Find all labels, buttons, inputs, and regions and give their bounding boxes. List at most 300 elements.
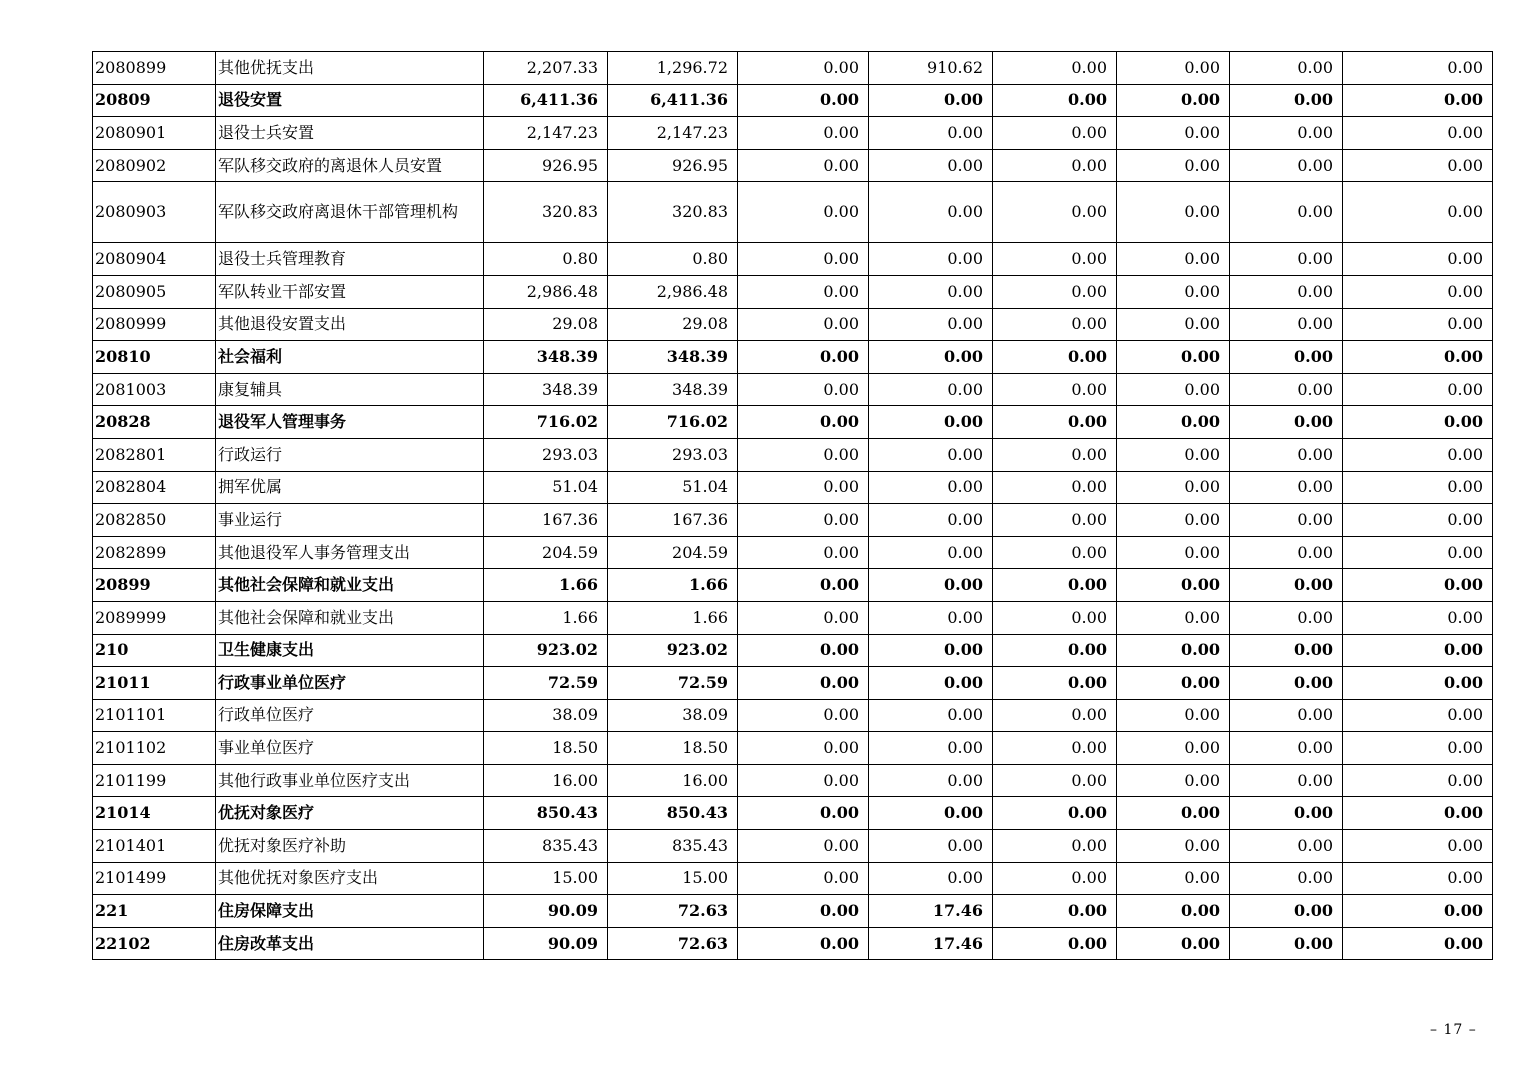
row-value: 0.00 <box>738 84 869 117</box>
row-value: 0.00 <box>993 471 1117 504</box>
row-value: 6,411.36 <box>608 84 738 117</box>
row-value: 0.00 <box>738 797 869 830</box>
row-value: 0.00 <box>993 406 1117 439</box>
row-value: 0.00 <box>1230 149 1343 182</box>
table-row <box>93 667 1493 700</box>
row-value: 348.39 <box>484 373 608 406</box>
row-value: 0.00 <box>1343 797 1493 830</box>
row-name: 行政单位医疗 <box>216 699 484 732</box>
row-value: 0.00 <box>1230 699 1343 732</box>
row-value: 926.95 <box>484 149 608 182</box>
row-value: 850.43 <box>484 797 608 830</box>
row-value: 0.00 <box>1230 52 1343 85</box>
row-value: 0.00 <box>1117 569 1230 602</box>
row-value: 0.00 <box>1343 406 1493 439</box>
row-value: 0.00 <box>738 732 869 765</box>
row-value: 0.00 <box>738 406 869 439</box>
row-value: 0.00 <box>1117 275 1230 308</box>
row-value: 0.00 <box>869 797 993 830</box>
row-value: 0.00 <box>1117 830 1230 863</box>
row-value: 0.00 <box>738 634 869 667</box>
row-value: 2,207.33 <box>484 52 608 85</box>
row-value: 0.00 <box>1230 243 1343 276</box>
row-value: 1.66 <box>484 601 608 634</box>
row-value: 923.02 <box>484 634 608 667</box>
row-value: 0.00 <box>869 764 993 797</box>
row-value: 0.00 <box>1230 406 1343 439</box>
row-value: 204.59 <box>484 536 608 569</box>
row-value: 910.62 <box>869 52 993 85</box>
row-value: 0.00 <box>993 275 1117 308</box>
row-code: 2101499 <box>93 862 216 895</box>
row-value: 0.00 <box>869 667 993 700</box>
row-value: 0.00 <box>1343 117 1493 150</box>
row-code: 2080903 <box>93 182 216 243</box>
row-code: 2101401 <box>93 830 216 863</box>
row-value: 850.43 <box>608 797 738 830</box>
row-value: 0.00 <box>869 699 993 732</box>
row-value: 0.00 <box>1117 52 1230 85</box>
row-code: 2101102 <box>93 732 216 765</box>
table-row <box>93 117 1493 150</box>
row-value: 0.00 <box>993 373 1117 406</box>
row-value: 1.66 <box>608 569 738 602</box>
row-value: 38.09 <box>484 699 608 732</box>
row-value: 320.83 <box>608 182 738 243</box>
row-value: 0.00 <box>1343 308 1493 341</box>
row-value: 293.03 <box>484 438 608 471</box>
row-value: 2,147.23 <box>484 117 608 150</box>
row-value: 15.00 <box>608 862 738 895</box>
row-value: 167.36 <box>608 504 738 537</box>
row-name: 其他退役安置支出 <box>216 308 484 341</box>
row-value: 0.00 <box>993 182 1117 243</box>
row-value: 0.00 <box>1117 373 1230 406</box>
row-code: 2101199 <box>93 764 216 797</box>
row-code: 20810 <box>93 341 216 374</box>
row-value: 0.00 <box>869 149 993 182</box>
row-code: 221 <box>93 895 216 928</box>
row-name: 拥军优属 <box>216 471 484 504</box>
row-value: 72.63 <box>608 895 738 928</box>
row-code: 2082899 <box>93 536 216 569</box>
row-value: 0.00 <box>1343 373 1493 406</box>
table-row <box>93 149 1493 182</box>
row-value: 0.00 <box>993 84 1117 117</box>
row-value: 1.66 <box>484 569 608 602</box>
row-value: 0.00 <box>738 862 869 895</box>
row-code: 22102 <box>93 927 216 960</box>
row-value: 0.00 <box>1117 536 1230 569</box>
row-value: 29.08 <box>484 308 608 341</box>
row-value: 320.83 <box>484 182 608 243</box>
row-value: 72.59 <box>608 667 738 700</box>
row-value: 0.00 <box>993 830 1117 863</box>
row-value: 0.00 <box>1117 84 1230 117</box>
row-code: 2080899 <box>93 52 216 85</box>
row-value: 0.00 <box>1343 634 1493 667</box>
table-row <box>93 308 1493 341</box>
row-name: 优抚对象医疗补助 <box>216 830 484 863</box>
row-value: 716.02 <box>608 406 738 439</box>
row-value: 6,411.36 <box>484 84 608 117</box>
row-value: 0.00 <box>1230 764 1343 797</box>
row-value: 0.00 <box>993 536 1117 569</box>
row-value: 0.00 <box>738 243 869 276</box>
row-name: 事业单位医疗 <box>216 732 484 765</box>
row-code: 210 <box>93 634 216 667</box>
row-name: 事业运行 <box>216 504 484 537</box>
row-value: 18.50 <box>484 732 608 765</box>
row-value: 0.00 <box>1230 275 1343 308</box>
row-name: 退役安置 <box>216 84 484 117</box>
row-value: 167.36 <box>484 504 608 537</box>
row-value: 0.00 <box>1343 927 1493 960</box>
row-value: 18.50 <box>608 732 738 765</box>
row-value: 0.00 <box>738 471 869 504</box>
row-value: 0.00 <box>1117 117 1230 150</box>
row-value: 2,986.48 <box>484 275 608 308</box>
row-value: 0.00 <box>993 569 1117 602</box>
row-value: 0.00 <box>1343 438 1493 471</box>
row-value: 0.00 <box>1230 569 1343 602</box>
row-name: 军队移交政府的离退休人员安置 <box>216 149 484 182</box>
row-value: 0.00 <box>738 927 869 960</box>
row-value: 0.00 <box>1343 52 1493 85</box>
row-name: 住房改革支出 <box>216 927 484 960</box>
row-value: 0.00 <box>1230 634 1343 667</box>
row-name: 住房保障支出 <box>216 895 484 928</box>
row-value: 0.00 <box>1117 862 1230 895</box>
row-value: 0.00 <box>1117 438 1230 471</box>
row-value: 0.00 <box>1230 438 1343 471</box>
row-value: 0.00 <box>1230 471 1343 504</box>
row-value: 0.00 <box>993 504 1117 537</box>
row-value: 0.00 <box>993 927 1117 960</box>
table-row <box>93 830 1493 863</box>
row-code: 20828 <box>93 406 216 439</box>
row-code: 2080999 <box>93 308 216 341</box>
table-row <box>93 699 1493 732</box>
row-value: 0.00 <box>1117 504 1230 537</box>
row-value: 1,296.72 <box>608 52 738 85</box>
row-value: 0.00 <box>1230 667 1343 700</box>
row-value: 0.00 <box>738 895 869 928</box>
row-value: 0.00 <box>1343 667 1493 700</box>
row-value: 0.00 <box>993 634 1117 667</box>
row-value: 0.00 <box>993 308 1117 341</box>
table-row <box>93 862 1493 895</box>
table-row <box>93 504 1493 537</box>
row-value: 2,147.23 <box>608 117 738 150</box>
table-row <box>93 243 1493 276</box>
row-value: 0.00 <box>738 667 869 700</box>
row-value: 0.00 <box>993 52 1117 85</box>
row-value: 0.00 <box>1230 308 1343 341</box>
row-value: 293.03 <box>608 438 738 471</box>
table-row <box>93 406 1493 439</box>
row-value: 0.00 <box>1230 84 1343 117</box>
row-value: 51.04 <box>484 471 608 504</box>
row-value: 0.00 <box>738 830 869 863</box>
row-value: 0.00 <box>1343 569 1493 602</box>
row-value: 0.00 <box>1117 601 1230 634</box>
row-code: 2080902 <box>93 149 216 182</box>
row-name: 军队转业干部安置 <box>216 275 484 308</box>
row-name: 其他退役军人事务管理支出 <box>216 536 484 569</box>
row-value: 0.00 <box>1230 895 1343 928</box>
table-row <box>93 732 1493 765</box>
row-value: 0.80 <box>484 243 608 276</box>
row-value: 90.09 <box>484 895 608 928</box>
table-row <box>93 373 1493 406</box>
row-name: 行政事业单位医疗 <box>216 667 484 700</box>
row-value: 0.00 <box>1117 182 1230 243</box>
row-value: 0.00 <box>1343 275 1493 308</box>
row-code: 2082801 <box>93 438 216 471</box>
table-row <box>93 471 1493 504</box>
row-value: 0.00 <box>1230 341 1343 374</box>
row-value: 0.00 <box>1230 927 1343 960</box>
row-value: 204.59 <box>608 536 738 569</box>
row-value: 0.00 <box>1343 862 1493 895</box>
row-value: 72.59 <box>484 667 608 700</box>
row-value: 0.00 <box>738 341 869 374</box>
table-row <box>93 601 1493 634</box>
row-value: 16.00 <box>608 764 738 797</box>
row-code: 21014 <box>93 797 216 830</box>
row-value: 2,986.48 <box>608 275 738 308</box>
table-row <box>93 341 1493 374</box>
row-name: 其他社会保障和就业支出 <box>216 569 484 602</box>
table-row <box>93 764 1493 797</box>
row-value: 0.00 <box>1230 504 1343 537</box>
row-value: 90.09 <box>484 927 608 960</box>
row-value: 0.00 <box>993 764 1117 797</box>
row-value: 923.02 <box>608 634 738 667</box>
row-value: 0.00 <box>738 536 869 569</box>
row-name: 军队移交政府离退休干部管理机构 <box>216 182 484 243</box>
row-value: 0.00 <box>1117 471 1230 504</box>
row-value: 0.00 <box>738 182 869 243</box>
table-row <box>93 569 1493 602</box>
row-value: 0.00 <box>993 732 1117 765</box>
row-value: 38.09 <box>608 699 738 732</box>
row-value: 0.00 <box>738 569 869 602</box>
row-value: 0.00 <box>869 117 993 150</box>
row-value: 0.00 <box>993 797 1117 830</box>
row-value: 0.00 <box>869 308 993 341</box>
table-row <box>93 275 1493 308</box>
row-value: 51.04 <box>608 471 738 504</box>
row-value: 0.00 <box>869 182 993 243</box>
table-row <box>93 797 1493 830</box>
row-value: 348.39 <box>484 341 608 374</box>
row-value: 0.00 <box>869 634 993 667</box>
row-value: 0.00 <box>1230 797 1343 830</box>
row-value: 1.66 <box>608 601 738 634</box>
row-code: 2101101 <box>93 699 216 732</box>
row-value: 17.46 <box>869 927 993 960</box>
row-code: 2082850 <box>93 504 216 537</box>
row-value: 0.00 <box>1230 536 1343 569</box>
row-name: 康复辅具 <box>216 373 484 406</box>
row-value: 0.00 <box>993 341 1117 374</box>
row-value: 0.00 <box>869 438 993 471</box>
row-value: 0.00 <box>1343 732 1493 765</box>
row-code: 2080901 <box>93 117 216 150</box>
row-value: 0.00 <box>1343 536 1493 569</box>
row-value: 0.00 <box>993 438 1117 471</box>
row-value: 0.00 <box>1117 764 1230 797</box>
row-value: 0.00 <box>738 438 869 471</box>
row-code: 2082804 <box>93 471 216 504</box>
row-value: 0.00 <box>869 569 993 602</box>
table-row <box>93 895 1493 928</box>
row-value: 0.00 <box>993 862 1117 895</box>
row-value: 716.02 <box>484 406 608 439</box>
row-name: 其他行政事业单位医疗支出 <box>216 764 484 797</box>
row-value: 0.00 <box>869 275 993 308</box>
row-value: 0.00 <box>993 149 1117 182</box>
row-value: 0.00 <box>1343 830 1493 863</box>
row-value: 0.00 <box>1230 117 1343 150</box>
row-code: 20809 <box>93 84 216 117</box>
row-value: 0.00 <box>1343 895 1493 928</box>
row-value: 0.00 <box>1230 830 1343 863</box>
row-value: 0.00 <box>1343 699 1493 732</box>
row-value: 0.00 <box>1117 732 1230 765</box>
row-value: 0.00 <box>993 601 1117 634</box>
row-value: 0.00 <box>869 341 993 374</box>
row-value: 0.80 <box>608 243 738 276</box>
row-value: 0.00 <box>1343 764 1493 797</box>
row-name: 退役士兵安置 <box>216 117 484 150</box>
row-value: 0.00 <box>738 52 869 85</box>
row-code: 2080904 <box>93 243 216 276</box>
row-value: 0.00 <box>1343 243 1493 276</box>
budget-table <box>92 51 1493 960</box>
row-name: 退役士兵管理教育 <box>216 243 484 276</box>
row-value: 0.00 <box>738 149 869 182</box>
row-value: 0.00 <box>1230 732 1343 765</box>
row-value: 72.63 <box>608 927 738 960</box>
row-code: 21011 <box>93 667 216 700</box>
row-value: 0.00 <box>738 275 869 308</box>
table-row <box>93 52 1493 85</box>
row-value: 0.00 <box>869 471 993 504</box>
row-name: 行政运行 <box>216 438 484 471</box>
table-row <box>93 84 1493 117</box>
row-value: 0.00 <box>738 764 869 797</box>
row-value: 0.00 <box>993 667 1117 700</box>
row-value: 0.00 <box>1343 182 1493 243</box>
row-value: 0.00 <box>738 308 869 341</box>
row-value: 0.00 <box>993 699 1117 732</box>
row-value: 17.46 <box>869 895 993 928</box>
row-value: 0.00 <box>1343 504 1493 537</box>
row-value: 0.00 <box>1343 84 1493 117</box>
row-code: 2089999 <box>93 601 216 634</box>
row-value: 0.00 <box>869 243 993 276</box>
row-name: 优抚对象医疗 <box>216 797 484 830</box>
row-code: 20899 <box>93 569 216 602</box>
row-value: 0.00 <box>1343 601 1493 634</box>
row-value: 0.00 <box>1343 471 1493 504</box>
row-name: 其他优抚对象医疗支出 <box>216 862 484 895</box>
row-value: 0.00 <box>1230 601 1343 634</box>
row-code: 2081003 <box>93 373 216 406</box>
row-value: 0.00 <box>1117 149 1230 182</box>
row-code: 2080905 <box>93 275 216 308</box>
row-value: 348.39 <box>608 341 738 374</box>
row-value: 0.00 <box>869 373 993 406</box>
row-value: 0.00 <box>993 895 1117 928</box>
row-value: 0.00 <box>1117 308 1230 341</box>
row-value: 0.00 <box>869 830 993 863</box>
row-name: 其他社会保障和就业支出 <box>216 601 484 634</box>
row-value: 0.00 <box>1117 895 1230 928</box>
row-value: 0.00 <box>1117 797 1230 830</box>
table-row <box>93 438 1493 471</box>
row-value: 0.00 <box>869 732 993 765</box>
row-value: 0.00 <box>1117 699 1230 732</box>
row-value: 0.00 <box>1117 243 1230 276</box>
row-value: 0.00 <box>1117 406 1230 439</box>
row-value: 0.00 <box>869 406 993 439</box>
row-value: 0.00 <box>869 536 993 569</box>
page-number: – 17 – <box>1430 1022 1477 1038</box>
table-row <box>93 634 1493 667</box>
row-value: 0.00 <box>869 601 993 634</box>
row-value: 0.00 <box>869 84 993 117</box>
row-value: 0.00 <box>738 117 869 150</box>
row-value: 0.00 <box>738 601 869 634</box>
row-value: 835.43 <box>608 830 738 863</box>
row-value: 0.00 <box>738 373 869 406</box>
row-name: 社会福利 <box>216 341 484 374</box>
row-value: 0.00 <box>869 862 993 895</box>
row-value: 0.00 <box>738 504 869 537</box>
table-row <box>93 927 1493 960</box>
table-body <box>93 52 1493 960</box>
row-value: 348.39 <box>608 373 738 406</box>
table-row <box>93 536 1493 569</box>
row-value: 0.00 <box>993 243 1117 276</box>
row-value: 0.00 <box>1117 634 1230 667</box>
row-value: 0.00 <box>1230 182 1343 243</box>
row-name: 其他优抚支出 <box>216 52 484 85</box>
row-value: 0.00 <box>1117 927 1230 960</box>
row-value: 29.08 <box>608 308 738 341</box>
row-value: 0.00 <box>1343 149 1493 182</box>
row-value: 926.95 <box>608 149 738 182</box>
row-value: 0.00 <box>1343 341 1493 374</box>
table-row <box>93 182 1493 243</box>
row-value: 0.00 <box>1117 341 1230 374</box>
row-value: 16.00 <box>484 764 608 797</box>
row-name: 退役军人管理事务 <box>216 406 484 439</box>
row-name: 卫生健康支出 <box>216 634 484 667</box>
row-value: 0.00 <box>1230 862 1343 895</box>
row-value: 0.00 <box>1230 373 1343 406</box>
row-value: 0.00 <box>738 699 869 732</box>
row-value: 15.00 <box>484 862 608 895</box>
row-value: 0.00 <box>993 117 1117 150</box>
row-value: 0.00 <box>869 504 993 537</box>
row-value: 835.43 <box>484 830 608 863</box>
row-value: 0.00 <box>1117 667 1230 700</box>
